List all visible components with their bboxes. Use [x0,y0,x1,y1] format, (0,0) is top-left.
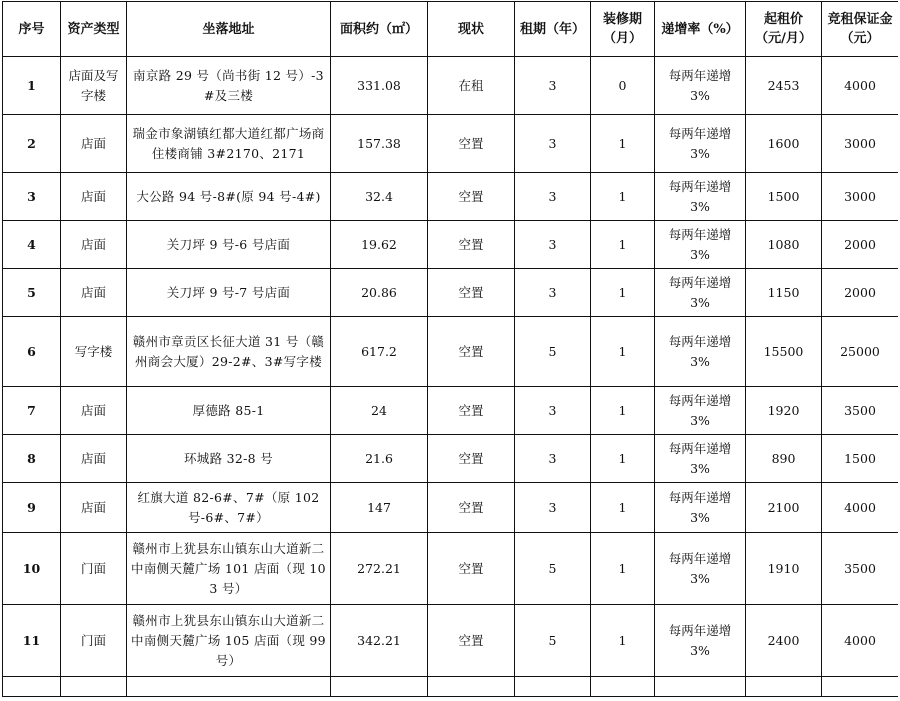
cell-deposit: 3500 [822,533,899,605]
cell-term: 3 [515,221,591,269]
cell-no: 9 [3,483,61,533]
cell-price: 2400 [746,605,822,677]
cell-address: 红旗大道 82-6#、7#（原 102 号-6#、7#） [127,483,331,533]
cell-status: 空置 [428,533,515,605]
table-row [3,605,899,677]
cell-price: 1500 [746,173,822,221]
cell-empty [127,677,331,697]
cell-address: 赣州市章贡区长征大道 31 号（赣州商会大厦）29-2#、3#写字楼 [127,317,331,387]
cell-address: 赣州市上犹县东山镇东山大道新二中南侧天麓广场 101 店面（现 103 号） [127,533,331,605]
cell-type: 店面 [61,387,127,435]
cell-type: 店面 [61,221,127,269]
cell-deposit: 4000 [822,605,899,677]
cell-price: 890 [746,435,822,483]
cell-deposit: 4000 [822,57,899,115]
cell-area: 21.6 [331,435,428,483]
cell-decor: 1 [591,387,655,435]
cell-address: 环城路 32-8 号 [127,435,331,483]
cell-decor: 1 [591,115,655,173]
cell-no: 3 [3,173,61,221]
cell-type: 门面 [61,605,127,677]
cell-no: 10 [3,533,61,605]
cell-no: 5 [3,269,61,317]
cell-decor: 1 [591,269,655,317]
cell-empty [428,677,515,697]
cell-term: 3 [515,435,591,483]
table-header-row [3,2,899,57]
cell-empty [655,677,746,697]
cell-deposit: 3000 [822,115,899,173]
header-deposit: 竞租保证金（元） [822,2,899,57]
header-rate: 递增率（%） [655,2,746,57]
cell-empty [331,677,428,697]
cell-price: 1150 [746,269,822,317]
header-area: 面积约（㎡） [331,2,428,57]
cell-rate: 每两年递增 3% [655,221,746,269]
cell-area: 147 [331,483,428,533]
cell-address: 赣州市上犹县东山镇东山大道新二中南侧天麓广场 105 店面（现 99 号） [127,605,331,677]
cell-area: 331.08 [331,57,428,115]
cell-type: 店面 [61,173,127,221]
cell-type: 店面 [61,435,127,483]
cell-empty [61,677,127,697]
cell-address: 瑞金市象湖镇红都大道红都广场商住楼商铺 3#2170、2171 [127,115,331,173]
cell-rate: 每两年递增 3% [655,317,746,387]
cell-type: 门面 [61,533,127,605]
cell-term: 3 [515,173,591,221]
header-no: 序号 [3,2,61,57]
cell-type: 店面 [61,269,127,317]
header-status: 现状 [428,2,515,57]
cell-status: 空置 [428,435,515,483]
cell-decor: 1 [591,533,655,605]
cell-area: 24 [331,387,428,435]
cell-rate: 每两年递增 3% [655,57,746,115]
header-address: 坐落地址 [127,2,331,57]
cell-term: 3 [515,115,591,173]
asset-lease-table [2,1,898,697]
cell-price: 1910 [746,533,822,605]
cell-price: 1920 [746,387,822,435]
cell-price: 15500 [746,317,822,387]
cell-type: 写字楼 [61,317,127,387]
cell-decor: 1 [591,221,655,269]
cell-area: 272.21 [331,533,428,605]
cell-no: 6 [3,317,61,387]
cell-term: 3 [515,387,591,435]
cell-rate: 每两年递增 3% [655,435,746,483]
cell-type: 店面及写字楼 [61,57,127,115]
cell-type: 店面 [61,115,127,173]
cell-decor: 1 [591,317,655,387]
cell-status: 空置 [428,173,515,221]
cell-deposit: 1500 [822,435,899,483]
cell-status: 空置 [428,387,515,435]
table-row [3,173,899,221]
cell-area: 19.62 [331,221,428,269]
cell-address: 南京路 29 号（尚书街 12 号）-3#及三楼 [127,57,331,115]
cell-status: 空置 [428,605,515,677]
cell-decor: 1 [591,483,655,533]
header-decor: 装修期（月） [591,2,655,57]
cell-rate: 每两年递增 3% [655,115,746,173]
cell-area: 342.21 [331,605,428,677]
cell-price: 2100 [746,483,822,533]
table-row-partial [3,677,899,697]
header-type: 资产类型 [61,2,127,57]
cell-decor: 1 [591,435,655,483]
cell-rate: 每两年递增 3% [655,269,746,317]
cell-status: 空置 [428,483,515,533]
cell-deposit: 2000 [822,269,899,317]
cell-deposit: 4000 [822,483,899,533]
table-row [3,57,899,115]
cell-price: 1600 [746,115,822,173]
cell-address: 关刀坪 9 号-7 号店面 [127,269,331,317]
page-container [2,1,898,701]
cell-no: 11 [3,605,61,677]
cell-area: 157.38 [331,115,428,173]
cell-no: 4 [3,221,61,269]
cell-term: 5 [515,317,591,387]
cell-term: 3 [515,57,591,115]
table-row [3,317,899,387]
cell-type: 店面 [61,483,127,533]
cell-no: 2 [3,115,61,173]
table-row [3,269,899,317]
cell-no: 8 [3,435,61,483]
cell-rate: 每两年递增 3% [655,387,746,435]
header-price: 起租价（元/月） [746,2,822,57]
cell-empty [3,677,61,697]
cell-area: 20.86 [331,269,428,317]
cell-address: 厚德路 85-1 [127,387,331,435]
cell-no: 7 [3,387,61,435]
cell-empty [515,677,591,697]
table-row [3,435,899,483]
cell-status: 在租 [428,57,515,115]
table-row [3,533,899,605]
cell-status: 空置 [428,269,515,317]
table-row [3,483,899,533]
header-term: 租期（年） [515,2,591,57]
cell-deposit: 25000 [822,317,899,387]
table-row [3,115,899,173]
cell-term: 5 [515,605,591,677]
cell-decor: 0 [591,57,655,115]
cell-decor: 1 [591,605,655,677]
cell-price: 1080 [746,221,822,269]
cell-empty [822,677,899,697]
cell-term: 3 [515,269,591,317]
cell-price: 2453 [746,57,822,115]
table-row [3,387,899,435]
cell-term: 3 [515,483,591,533]
cell-no: 1 [3,57,61,115]
cell-rate: 每两年递增 3% [655,173,746,221]
cell-deposit: 2000 [822,221,899,269]
cell-term: 5 [515,533,591,605]
cell-empty [591,677,655,697]
cell-deposit: 3000 [822,173,899,221]
cell-deposit: 3500 [822,387,899,435]
cell-area: 32.4 [331,173,428,221]
cell-rate: 每两年递增 3% [655,605,746,677]
cell-address: 关刀坪 9 号-6 号店面 [127,221,331,269]
cell-decor: 1 [591,173,655,221]
cell-status: 空置 [428,221,515,269]
cell-address: 大公路 94 号-8#(原 94 号-4#) [127,173,331,221]
cell-empty [746,677,822,697]
cell-status: 空置 [428,115,515,173]
cell-rate: 每两年递增 3% [655,533,746,605]
cell-status: 空置 [428,317,515,387]
cell-area: 617.2 [331,317,428,387]
table-row [3,221,899,269]
cell-rate: 每两年递增 3% [655,483,746,533]
